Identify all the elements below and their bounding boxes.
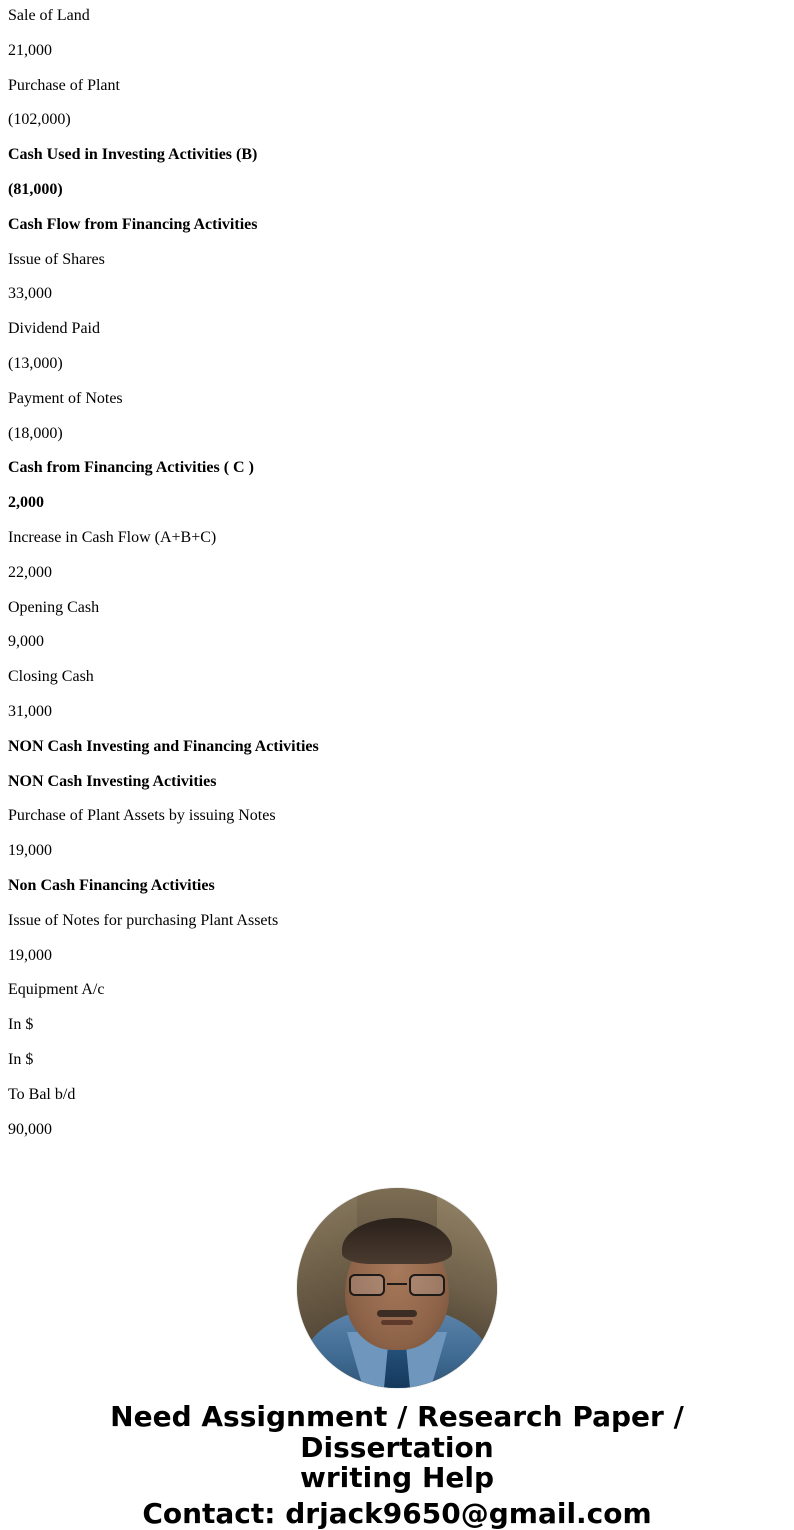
text-line: 19,000 (8, 842, 52, 860)
text-line: Cash Used in Investing Activities (B) (8, 146, 258, 164)
cta-line-1: Need Assignment / Research Paper / Dissertation (110, 1400, 684, 1464)
text-line: Purchase of Plant (8, 76, 120, 94)
text-line: 19,000 (8, 946, 52, 964)
text-line: 90,000 (8, 1120, 52, 1138)
text-line: (102,000) (8, 111, 71, 129)
glasses-icon (349, 1274, 445, 1296)
lens-right (409, 1274, 445, 1296)
text-line: 33,000 (8, 285, 52, 303)
text-line: Purchase of Plant Assets by issuing Notes (8, 807, 276, 825)
text-line: Increase in Cash Flow (A+B+C) (8, 528, 217, 546)
text-line: Cash from Financing Activities ( C ) (8, 459, 254, 477)
text-line: Closing Cash (8, 668, 94, 686)
avatar (297, 1188, 497, 1388)
call-to-action (8, 1402, 786, 1529)
text-line: In $ (8, 1016, 34, 1034)
text-line: Payment of Notes (8, 389, 123, 407)
text-line: Opening Cash (8, 598, 100, 616)
text-line: (13,000) (8, 354, 63, 372)
mustache-shape (377, 1310, 417, 1317)
text-line: To Bal b/d (8, 1085, 76, 1103)
text-line: Sale of Land (8, 7, 90, 24)
text-line: (18,000) (8, 424, 63, 442)
text-line: 31,000 (8, 702, 52, 720)
text-line: 9,000 (8, 633, 44, 651)
text-line: Issue of Notes for purchasing Plant Assets (8, 911, 279, 929)
text-line: 21,000 (8, 41, 52, 59)
avatar-container (8, 1188, 786, 1388)
text-line: Issue of Shares (8, 250, 105, 268)
text-line: Cash Flow from Financing Activities (8, 215, 258, 233)
mouth-shape (381, 1320, 413, 1325)
text-line: In $ (8, 1050, 34, 1068)
cta-line-2: writing Help (299, 1460, 495, 1494)
text-line: Dividend Paid (8, 320, 100, 338)
text-line: 2,000 (8, 494, 44, 512)
text-line: (81,000) (8, 180, 63, 198)
glasses-bridge (387, 1283, 407, 1285)
text-line: NON Cash Investing Activities (8, 772, 217, 790)
text-line: 22,000 (8, 563, 52, 581)
text-line: NON Cash Investing and Financing Activities (8, 737, 319, 755)
text-line: Non Cash Financing Activities (8, 876, 215, 894)
text-line: Equipment A/c (8, 981, 105, 999)
lens-left (349, 1274, 385, 1296)
contact-email: Contact: drjack9650@gmail.com (142, 1497, 652, 1530)
